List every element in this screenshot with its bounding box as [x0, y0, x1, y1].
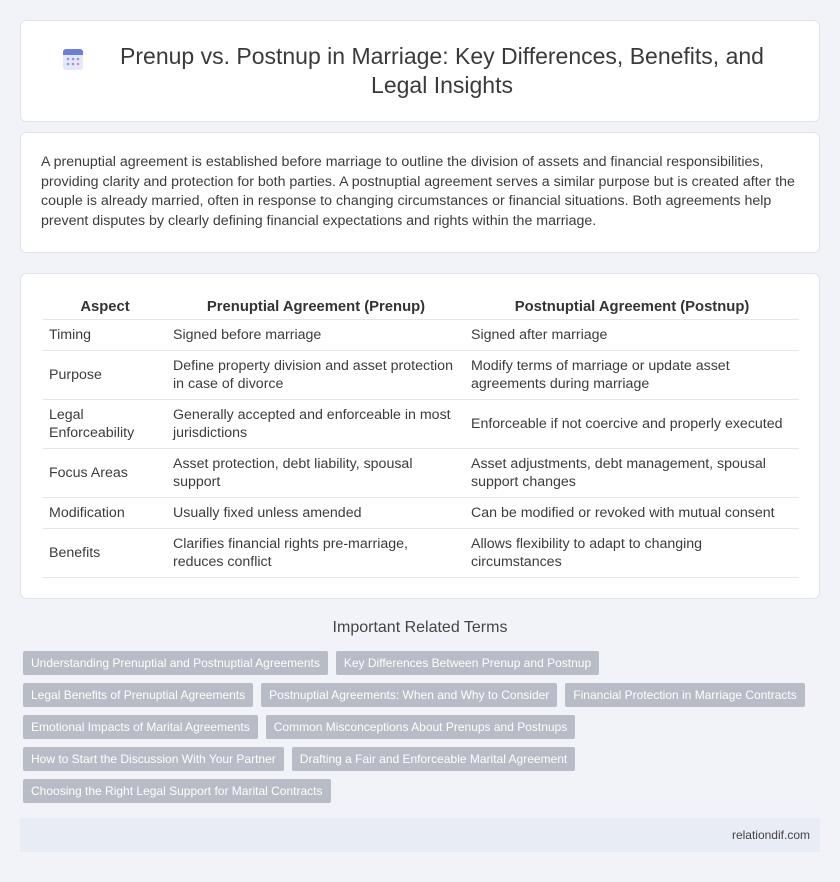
related-term-tag[interactable]: How to Start the Discussion With Your Partner	[23, 747, 284, 771]
related-terms-list	[23, 651, 823, 811]
header-aspect: Aspect	[43, 294, 167, 319]
related-term-tag[interactable]: Drafting a Fair and Enforceable Marital Agreement	[292, 747, 575, 771]
header-prenup: Prenuptial Agreement (Prenup)	[167, 294, 465, 319]
page-title: Prenup vs. Postnup in Marriage: Key Differences, Benefits, and Legal Insights	[120, 43, 764, 98]
footer	[20, 818, 820, 852]
cell-aspect: Benefits	[43, 528, 167, 577]
tag-row	[23, 779, 823, 803]
cell-prenup: Usually fixed unless amended	[167, 497, 465, 528]
cell-aspect: Modification	[43, 497, 167, 528]
cell-postnup: Modify terms of marriage or update asset agreements during marriage	[465, 350, 799, 399]
table-row	[43, 528, 799, 577]
cell-postnup: Signed after marriage	[465, 319, 799, 350]
related-term-tag[interactable]: Emotional Impacts of Marital Agreements	[23, 715, 258, 739]
cell-prenup: Signed before marriage	[167, 319, 465, 350]
related-term-tag[interactable]: Understanding Prenuptial and Postnuptial Agreements	[23, 651, 328, 675]
document-icon	[60, 46, 86, 72]
cell-postnup: Allows flexibility to adapt to changing circumstances	[465, 528, 799, 577]
table-header-row	[43, 294, 799, 319]
footer-site-link[interactable]: relationdif.com	[731, 828, 810, 842]
cell-aspect: Focus Areas	[43, 448, 167, 497]
related-term-tag[interactable]: Financial Protection in Marriage Contracts	[565, 683, 804, 707]
cell-prenup: Asset protection, debt liability, spousal support	[167, 448, 465, 497]
header-postnup: Postnuptial Agreement (Postnup)	[465, 294, 799, 319]
related-terms-heading: Important Related Terms	[332, 619, 508, 636]
cell-aspect: Legal Enforceability	[43, 399, 167, 448]
cell-prenup: Generally accepted and enforceable in most jurisdictions	[167, 399, 465, 448]
table-row	[43, 319, 799, 350]
table-row	[43, 350, 799, 399]
table-row	[43, 399, 799, 448]
intro-card	[20, 132, 820, 253]
cell-postnup: Enforceable if not coercive and properly executed	[465, 399, 799, 448]
tag-row	[23, 715, 823, 739]
related-term-tag[interactable]: Legal Benefits of Prenuptial Agreements	[23, 683, 253, 707]
related-term-tag[interactable]: Key Differences Between Prenup and Postnup	[336, 651, 599, 675]
title-wrap	[60, 42, 780, 100]
comparison-table-card	[20, 273, 820, 599]
table-row	[43, 448, 799, 497]
title-card	[20, 20, 820, 122]
intro-paragraph: A prenuptial agreement is established before marriage to outline the division of assets and financial responsibilities, providing clarity and protection for both parties. A postnuptial agreement serves a similar purpose but is created after the couple is already married, often in response to changing circumstances or financial situations. Both agreements help prevent disputes by clearly defining financial expectations and rights within the marriage.	[41, 154, 795, 229]
cell-postnup: Asset adjustments, debt management, spousal support changes	[465, 448, 799, 497]
cell-aspect: Purpose	[43, 350, 167, 399]
cell-prenup: Clarifies financial rights pre-marriage, reduces conflict	[167, 528, 465, 577]
tag-row	[23, 683, 823, 707]
cell-prenup: Define property division and asset protection in case of divorce	[167, 350, 465, 399]
cell-aspect: Timing	[43, 319, 167, 350]
table-row	[43, 497, 799, 528]
related-term-tag[interactable]: Common Misconceptions About Prenups and Postnups	[266, 715, 576, 739]
tag-row	[23, 651, 823, 675]
related-term-tag[interactable]: Postnuptial Agreements: When and Why to Consider	[261, 683, 557, 707]
related-term-tag[interactable]: Choosing the Right Legal Support for Marital Contracts	[23, 779, 331, 803]
comparison-table	[43, 294, 799, 578]
cell-postnup: Can be modified or revoked with mutual consent	[465, 497, 799, 528]
tag-row	[23, 747, 823, 771]
